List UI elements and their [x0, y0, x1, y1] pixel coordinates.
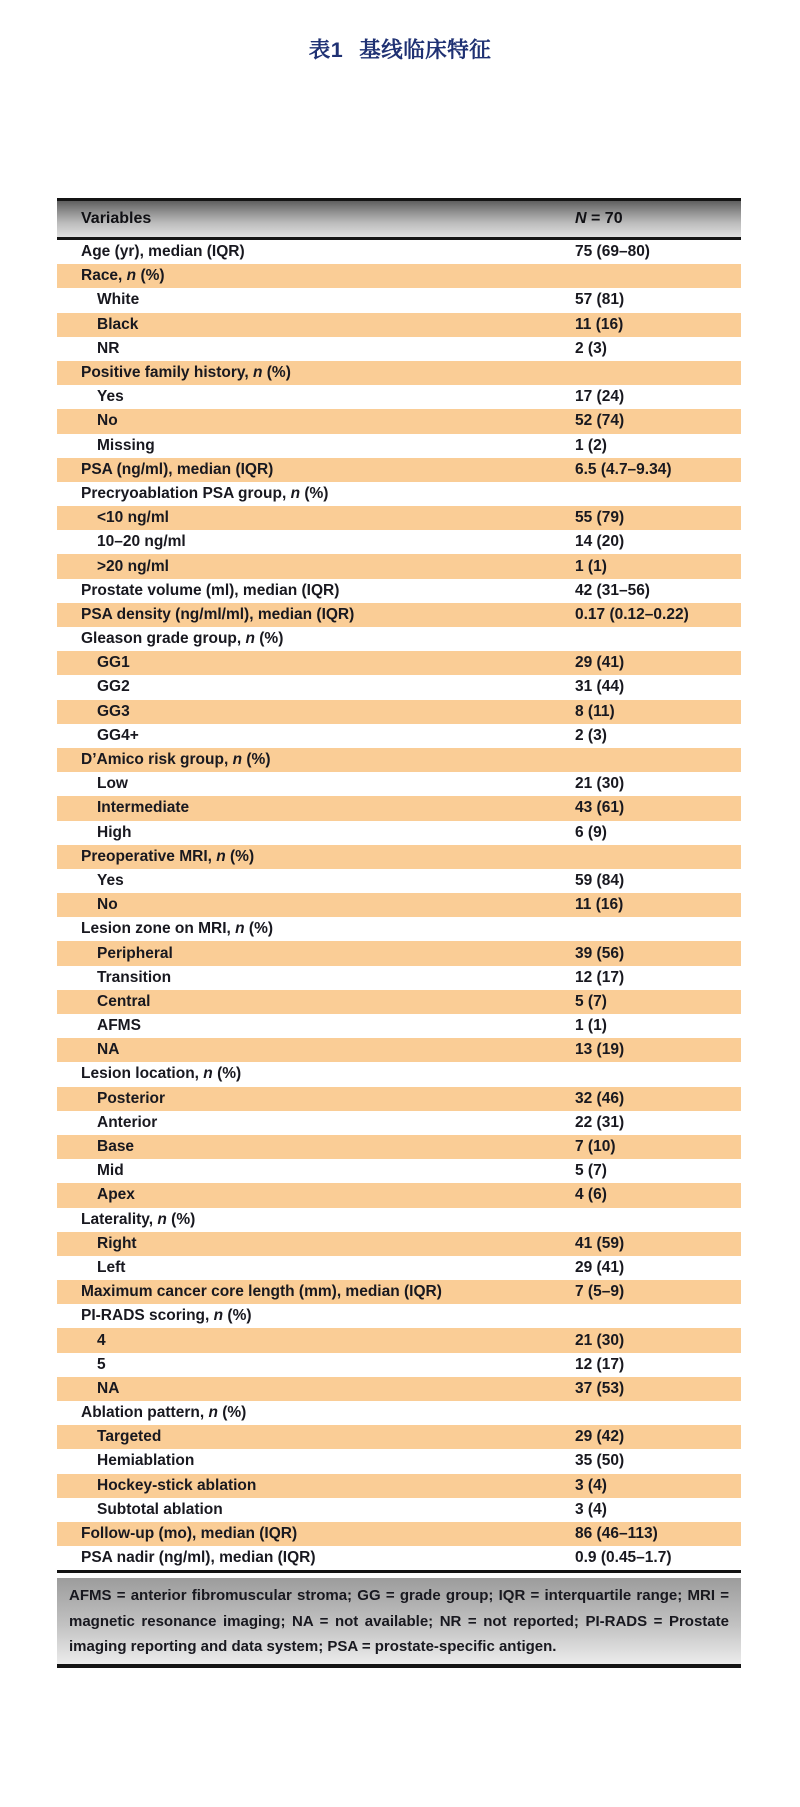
table-row: [57, 1038, 741, 1062]
table-row: [57, 821, 741, 845]
row-label: Positive family history, n (%): [81, 364, 291, 382]
table-row: [57, 1328, 741, 1352]
row-value: 42 (31–56): [575, 581, 650, 599]
row-label: Ablation pattern, n (%): [81, 1404, 247, 1422]
table-row: [57, 1401, 741, 1425]
row-label: 5: [97, 1355, 106, 1373]
row-label: Laterality, n (%): [81, 1210, 196, 1228]
row-label: NA: [97, 1379, 120, 1397]
row-label: Black: [97, 315, 139, 333]
row-label: Follow-up (mo), median (IQR): [81, 1525, 298, 1543]
row-value: 1 (2): [575, 436, 607, 454]
table-row: [57, 337, 741, 361]
row-value: 14 (20): [575, 533, 625, 551]
table-row: [57, 554, 741, 578]
row-value: 1 (1): [575, 1017, 607, 1035]
table-row: [57, 990, 741, 1014]
table-row: [57, 361, 741, 385]
table-row: [57, 651, 741, 675]
table-row: [57, 1232, 741, 1256]
n-symbol: N: [575, 210, 587, 227]
table-row: [57, 917, 741, 941]
row-label: GG1: [97, 654, 130, 672]
row-value: 17 (24): [575, 388, 625, 406]
row-label: Targeted: [97, 1428, 162, 1446]
row-label: Anterior: [97, 1113, 158, 1131]
row-label: Hockey-stick ablation: [97, 1476, 257, 1494]
row-label: Yes: [97, 871, 124, 889]
row-value: 21 (30): [575, 1331, 625, 1349]
row-value: 31 (44): [575, 678, 625, 696]
table-row: [57, 1522, 741, 1546]
table-footnote: AFMS = anterior fibromuscular stroma; GG = grade group; IQR = interquartile range; MRI = magnetic resonance imaging; NA = not available; NR = not reported; PI-RADS = Prostate imaging reporting and data system; PSA = prostate-specific antigen.: [57, 1578, 741, 1668]
table-row: [57, 434, 741, 458]
row-label: GG3: [97, 702, 130, 720]
row-label: NA: [97, 1041, 120, 1059]
row-value: 4 (6): [575, 1186, 607, 1204]
row-label: PSA (ng/ml), median (IQR): [81, 460, 274, 478]
table-row: [57, 1280, 741, 1304]
table-row: [57, 675, 741, 699]
table-row: [57, 1353, 741, 1377]
table-row: [57, 506, 741, 530]
table-row: [57, 458, 741, 482]
row-value: 7 (5–9): [575, 1283, 625, 1301]
row-value: 0.9 (0.45–1.7): [575, 1549, 672, 1567]
row-value: 43 (61): [575, 799, 625, 817]
row-label: No: [97, 896, 118, 914]
table-row: [57, 845, 741, 869]
table-row: [57, 1474, 741, 1498]
row-label: Posterior: [97, 1089, 166, 1107]
row-label: Mid: [97, 1162, 124, 1180]
row-label: PI-RADS scoring, n (%): [81, 1307, 252, 1325]
table-row: [57, 603, 741, 627]
table-row: [57, 579, 741, 603]
row-label: <10 ng/ml: [97, 509, 169, 527]
table-row: [57, 1304, 741, 1328]
table-row: [57, 748, 741, 772]
table-row: [57, 530, 741, 554]
table-row: [57, 1087, 741, 1111]
table-row: [57, 1062, 741, 1086]
row-value: 2 (3): [575, 339, 607, 357]
row-value: 1 (1): [575, 557, 607, 575]
row-label: High: [97, 823, 132, 841]
row-value: 37 (53): [575, 1379, 625, 1397]
table-row: [57, 1256, 741, 1280]
table-row: [57, 264, 741, 288]
table-row: [57, 700, 741, 724]
table-row: [57, 313, 741, 337]
row-value: 86 (46–113): [575, 1525, 658, 1543]
table-row: [57, 966, 741, 990]
row-value: 29 (42): [575, 1428, 625, 1446]
row-label: AFMS: [97, 1017, 141, 1035]
row-label: PSA density (ng/ml/ml), median (IQR): [81, 605, 355, 623]
table-row: [57, 288, 741, 312]
row-label: GG2: [97, 678, 130, 696]
row-label: No: [97, 412, 118, 430]
table-row: [57, 1208, 741, 1232]
table-row: [57, 941, 741, 965]
row-label: Lesion location, n (%): [81, 1065, 242, 1083]
row-label: Race, n (%): [81, 267, 165, 285]
table-row: [57, 1425, 741, 1449]
row-value: 29 (41): [575, 654, 625, 672]
page-title: [0, 33, 800, 64]
row-value: 41 (59): [575, 1234, 625, 1252]
row-value: 11 (16): [575, 896, 624, 914]
row-value: 32 (46): [575, 1089, 625, 1107]
table-row: [57, 1111, 741, 1135]
row-label: Hemiablation: [97, 1452, 195, 1470]
row-value: 6 (9): [575, 823, 607, 841]
column-header-n: [575, 210, 623, 228]
table-row: [57, 482, 741, 506]
table-row: [57, 772, 741, 796]
row-label: Age (yr), median (IQR): [81, 243, 245, 261]
row-value: 35 (50): [575, 1452, 625, 1470]
table-number-label: 表1: [308, 38, 344, 62]
row-label: Maximum cancer core length (mm), median (IQR): [81, 1283, 442, 1301]
row-value: 12 (17): [575, 968, 625, 986]
table-row: [57, 1135, 741, 1159]
row-value: 13 (19): [575, 1041, 625, 1059]
row-label: Transition: [97, 968, 172, 986]
table-header-row: [57, 198, 741, 240]
row-label: Precryoablation PSA group, n (%): [81, 484, 329, 502]
row-value: 39 (56): [575, 944, 625, 962]
table-row: [57, 1377, 741, 1401]
row-label: Low: [97, 775, 128, 793]
row-label: Missing: [97, 436, 155, 454]
row-value: 12 (17): [575, 1355, 625, 1373]
row-value: 2 (3): [575, 726, 607, 744]
row-label: Preoperative MRI, n (%): [81, 847, 255, 865]
table-row: [57, 869, 741, 893]
row-label: GG4+: [97, 726, 139, 744]
row-label: Left: [97, 1258, 126, 1276]
table-title-text: 基线临床特征: [359, 38, 492, 62]
table-row: [57, 724, 741, 748]
column-header-variables: Variables: [81, 210, 152, 227]
row-value: 3 (4): [575, 1476, 607, 1494]
table-row: [57, 1449, 741, 1473]
table-body: [57, 240, 741, 1573]
row-label: Base: [97, 1138, 135, 1156]
table-row: [57, 1159, 741, 1183]
row-value: 6.5 (4.7–9.34): [575, 460, 672, 478]
row-label: D’Amico risk group, n (%): [81, 751, 271, 769]
row-value: 8 (11): [575, 702, 615, 720]
table-row: [57, 893, 741, 917]
row-label: Subtotal ablation: [97, 1500, 223, 1518]
n-value: = 70: [586, 210, 623, 227]
row-label: 10–20 ng/ml: [97, 533, 186, 551]
table-row: [57, 1014, 741, 1038]
table-row: [57, 1498, 741, 1522]
row-label: White: [97, 291, 140, 309]
row-label: Right: [97, 1234, 137, 1252]
row-value: 3 (4): [575, 1500, 607, 1518]
row-value: 7 (10): [575, 1138, 616, 1156]
row-value: 5 (7): [575, 992, 607, 1010]
table-row: [57, 627, 741, 651]
row-value: 5 (7): [575, 1162, 607, 1180]
table-row: [57, 385, 741, 409]
row-value: 59 (84): [575, 871, 625, 889]
table-row: [57, 409, 741, 433]
row-label: Lesion zone on MRI, n (%): [81, 920, 274, 938]
table-row: [57, 796, 741, 820]
row-label: Apex: [97, 1186, 135, 1204]
row-value: 29 (41): [575, 1258, 625, 1276]
row-label: Gleason grade group, n (%): [81, 630, 284, 648]
row-label: 4: [97, 1331, 106, 1349]
row-label: NR: [97, 339, 120, 357]
baseline-characteristics-table: [57, 198, 741, 1668]
row-label: Yes: [97, 388, 124, 406]
row-value: 11 (16): [575, 315, 624, 333]
row-value: 57 (81): [575, 291, 625, 309]
table-row: [57, 240, 741, 264]
row-label: PSA nadir (ng/ml), median (IQR): [81, 1549, 316, 1567]
row-value: 75 (69–80): [575, 243, 650, 261]
row-label: Intermediate: [97, 799, 190, 817]
row-label: Peripheral: [97, 944, 173, 962]
table-row: [57, 1183, 741, 1207]
row-label: Prostate volume (ml), median (IQR): [81, 581, 340, 599]
row-label: >20 ng/ml: [97, 557, 169, 575]
row-value: 22 (31): [575, 1113, 625, 1131]
row-label: Central: [97, 992, 151, 1010]
table-row: [57, 1546, 741, 1570]
row-value: 55 (79): [575, 509, 625, 527]
row-value: 0.17 (0.12–0.22): [575, 605, 689, 623]
row-value: 52 (74): [575, 412, 625, 430]
row-value: 21 (30): [575, 775, 625, 793]
